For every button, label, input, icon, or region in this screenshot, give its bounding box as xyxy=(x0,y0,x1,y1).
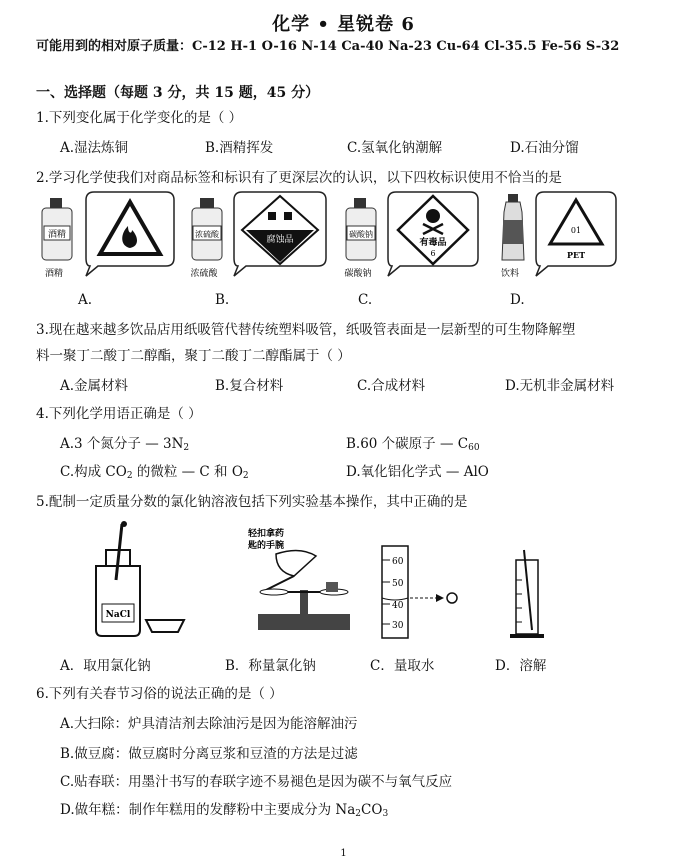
section-heading: 一、选择题（每题 3 分，共 15 题，45 分） xyxy=(36,85,320,101)
q5-option-d: D．溶解 xyxy=(495,658,547,674)
recycle-text: PET xyxy=(566,250,586,260)
q1-option-d: D.石油分馏 xyxy=(510,140,579,156)
q6-option-d: D.做年糕：制作年糕用的发酵粉中主要成分为 $Na_2CO_3$ xyxy=(60,802,389,819)
q3-option-d: D.无机非金属材料 xyxy=(505,378,615,394)
q5-c-image xyxy=(382,546,457,638)
q4-option-b: B.60 个碳原子 — $C_{60}$ xyxy=(346,436,480,453)
corrosive-sign-text: 腐蚀品 xyxy=(266,235,294,245)
cyl-mark-50: 50 xyxy=(392,579,404,589)
q2-stem: 2.学习化学使我们对商品标签和标识有了更深层次的认识，以下四枚标识使用不恰当的是 xyxy=(36,170,562,186)
q5-stem: 5.配制一定质量分数的氯化钠溶液包括下列实验基本操作，其中正确的是 xyxy=(36,494,468,510)
q4-option-a: A.3 个氮分子 — $3N_2$ xyxy=(60,436,190,453)
atomic-masses: 可能用到的相对原子质量：C-12 H-1 O-16 N-14 Ca-40 Na-23 Cu-64 Cl-35.5 Fe-56 S-32 xyxy=(36,39,620,54)
q4-stem: 4.下列化学用语正确是（ ） xyxy=(36,406,202,422)
q2-option-b: B. xyxy=(215,292,230,308)
toxic-sign-number: 6 xyxy=(430,249,436,258)
skull-icon xyxy=(426,209,440,223)
q2-a-image xyxy=(42,192,174,279)
q2-d-image xyxy=(501,192,616,279)
nacl-label: NaCl xyxy=(105,610,131,620)
q4-option-c: C.构成 $CO_2$ 的微粒 — C 和 $O_2$ xyxy=(60,464,249,481)
bottle-a-caption: 酒精 xyxy=(44,269,64,279)
q2-option-c: C. xyxy=(358,292,373,308)
bottle-d-caption: 饮料 xyxy=(500,269,520,279)
q4-option-d: D.氧化铝化学式 — AlO xyxy=(346,464,489,480)
q6-stem: 6.下列有关春节习俗的说法正确的是（ ） xyxy=(36,686,283,702)
bottle-c-label: 碳酸钠 xyxy=(349,230,373,239)
q2-option-d: D. xyxy=(510,292,525,308)
q3-stem-line1: 3.现在越来越多饮品店用纸吸管代替传统塑料吸管，纸吸管表面是一层新型的可生物降解塑 xyxy=(36,322,576,338)
toxic-sign-text: 有毒品 xyxy=(419,238,447,248)
balance-note-2: 匙的手腕 xyxy=(248,541,285,551)
cyl-mark-60: 60 xyxy=(392,557,404,567)
bottle-a-label: 酒精 xyxy=(47,230,67,240)
bottle-b-label: 浓硫酸 xyxy=(195,230,219,239)
q3-option-c: C.合成材料 xyxy=(357,378,426,394)
q1-option-b: B.酒精挥发 xyxy=(205,140,274,156)
q2-b-image xyxy=(190,192,326,279)
page-title: 化学 • 星锐卷 6 xyxy=(272,14,415,35)
cyl-mark-40: 40 xyxy=(392,601,404,611)
q6-option-a: A.大扫除：炉具清洁剂去除油污是因为能溶解油污 xyxy=(60,716,358,732)
q5-a-image xyxy=(96,521,184,636)
q5-option-c: C．量取水 xyxy=(370,658,435,674)
bottle-c-caption: 碳酸钠 xyxy=(344,269,372,279)
q2-c-image xyxy=(344,192,478,279)
cyl-mark-30: 30 xyxy=(392,621,404,631)
q1-stem: 1.下列变化属于化学变化的是（ ） xyxy=(36,110,243,126)
balance-note-1: 轻扣拿药 xyxy=(248,529,285,539)
q1-option-a: A.湿法炼铜 xyxy=(60,140,129,156)
q5-d-image xyxy=(510,550,544,638)
q3-option-b: B.复合材料 xyxy=(215,378,284,394)
eye-icon xyxy=(447,593,457,603)
q6-option-c: C.贴春联：用墨汁书写的春联字迹不易褪色是因为碳不与氧气反应 xyxy=(60,774,453,790)
q3-option-a: A.金属材料 xyxy=(60,378,129,394)
q6-option-b: B.做豆腐：做豆腐时分离豆浆和豆渣的方法是过滤 xyxy=(60,746,358,762)
q2-option-a: A. xyxy=(78,292,93,308)
page-number: 1 xyxy=(340,848,347,859)
q5-option-b: B．称量氯化钠 xyxy=(225,658,316,674)
q5-figure xyxy=(80,520,600,645)
bottle-b-caption: 浓硫酸 xyxy=(190,269,218,279)
recycle-number: 01 xyxy=(570,226,582,235)
q5-b-image xyxy=(247,527,350,630)
q1-option-c: C.氢氧化钠潮解 xyxy=(347,140,443,156)
q2-figure xyxy=(36,190,656,285)
q5-option-a: A．取用氯化钠 xyxy=(60,658,151,674)
q3-stem-line2: 料一聚丁二酸丁二醇酯，聚丁二酸丁二醇酯属于（ ） xyxy=(36,348,351,364)
